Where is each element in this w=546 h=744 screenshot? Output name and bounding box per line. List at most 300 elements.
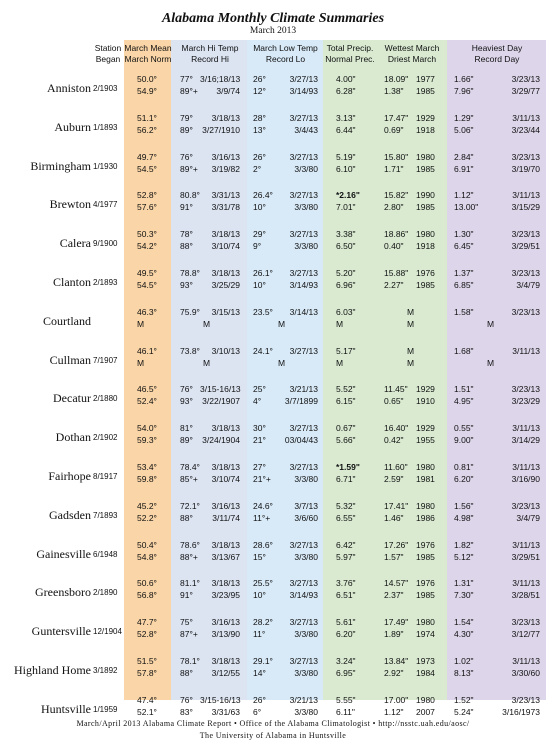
cell-heavy-date: 3/11/13 — [512, 578, 540, 589]
cell-rec-lo-date: 3/3/80 — [294, 241, 318, 252]
footer-line-1: March/April 2013 Alabama Climate Report • Office of the Alabama Climatologist • http://nsstc.uah.edu/aosc/ — [76, 719, 470, 728]
cell-rec-lo-date: 3/4/43 — [294, 124, 318, 135]
cell-rec-lo: 2° — [253, 163, 262, 174]
header-wettest: Wettest March Driest March — [384, 43, 440, 64]
cell-rec-hi-date: 3/9/74 — [216, 86, 240, 96]
cell-rec-lo-date: 3/3/80 — [294, 668, 318, 678]
cell-rec-hi: M — [203, 357, 211, 368]
cell-dry-yr: 1986 — [416, 512, 435, 523]
cell-lo: 25.5° — [253, 578, 273, 589]
cell-rec-lo: 13° — [253, 124, 266, 135]
cell-hi: 73.8° — [180, 345, 200, 356]
table-row — [0, 302, 546, 341]
cell-precip: 0.67" — [336, 423, 356, 434]
cell-rec-hi-date: 3/12/55 — [211, 668, 240, 678]
cell-dry-yr: 1955 — [416, 435, 435, 446]
cell-mean: 47.4° — [137, 694, 157, 705]
cell-wet: 15.80" — [384, 151, 409, 162]
cell-mean: 47.7° — [137, 617, 157, 628]
cell-hi-date: 3/16/13 — [211, 617, 240, 628]
station-name: Gadsden — [49, 507, 91, 522]
table-row — [0, 379, 546, 418]
cell-lo: 29° — [253, 229, 266, 240]
cell-mean: 54.0° — [137, 423, 157, 434]
cell-rec-hi: 89°+ — [180, 86, 198, 96]
cell-norm-prec: 5.66" — [336, 435, 356, 446]
cell-heavy: 1.37" — [454, 268, 474, 278]
cell-rec-hi-date: 3/10/74 — [211, 474, 240, 484]
cell-hi-date: 3/10/13 — [211, 345, 240, 356]
cell-hi: 78.8° — [180, 268, 200, 278]
cell-dry: 2.80" — [384, 202, 404, 213]
cell-lo-date: 3/27/13 — [289, 229, 318, 240]
cell-rec-day-date: 3/30/60 — [511, 668, 540, 678]
cell-rec-day: 4.30" — [454, 629, 474, 640]
cell-norm: 56.8° — [137, 590, 157, 601]
cell-norm-prec: 6.28" — [336, 86, 356, 96]
cell-heavy: 1.66" — [454, 74, 474, 84]
cell-wet-yr: 1980 — [416, 500, 435, 511]
cell-lo: 29.1° — [253, 656, 273, 666]
cell-heavy-date: 3/11/13 — [512, 112, 540, 123]
cell-precip: *2.16" — [336, 190, 360, 201]
cell-dry-yr: 1985 — [416, 202, 435, 213]
station-name: Dothan — [55, 430, 91, 445]
cell-wet: M — [407, 345, 415, 356]
header-low-temp: March Low Temp Record Lo — [253, 43, 318, 64]
station-name: Gainesville — [36, 546, 91, 561]
cell-hi-date: 3/18/13 — [211, 112, 240, 123]
cell-precip: 5.52" — [336, 384, 356, 395]
cell-hi: 76° — [180, 151, 193, 162]
cell-mean: 49.5° — [137, 268, 157, 278]
cell-dry-yr: 1981 — [416, 474, 435, 484]
cell-rec-hi-date: 3/25/29 — [211, 280, 240, 290]
cell-mean: 50.6° — [137, 578, 157, 589]
cell-lo: 30° — [253, 423, 266, 434]
cell-lo: 26° — [253, 74, 266, 84]
cell-heavy-date: 3/11/13 — [512, 190, 540, 201]
cell-rec-hi-date: 3/22/1907 — [202, 396, 240, 407]
cell-rec-hi-date: 3/31/78 — [211, 202, 240, 213]
cell-mean: 51.1° — [137, 112, 157, 123]
cell-lo-date: 3/21/13 — [289, 384, 318, 395]
cell-rec-day: 5.12" — [454, 551, 474, 562]
cell-hi: 80.8° — [180, 190, 200, 201]
cell-rec-lo-date: 3/14/93 — [289, 280, 318, 290]
cell-dry: 0.42" — [384, 435, 404, 446]
cell-wet-yr: 1990 — [416, 190, 435, 201]
cell-norm-prec: 6.95" — [336, 668, 356, 678]
cell-rec-hi: 91° — [180, 202, 193, 213]
cell-rec-hi-date: 3/11/74 — [212, 512, 240, 523]
cell-rec-lo-date: 3/6/60 — [294, 512, 318, 523]
cell-norm-prec: 6.15" — [336, 396, 356, 407]
cell-rec-hi-date: 3/13/67 — [211, 551, 240, 562]
station-began: 7/1907 — [93, 355, 118, 365]
cell-rec-lo: M — [278, 357, 286, 368]
station-began: 7/1893 — [93, 510, 118, 520]
cell-hi: 81.1° — [180, 578, 200, 589]
cell-hi-date: 3/18/13 — [211, 462, 240, 472]
cell-rec-day: 5.06" — [454, 124, 474, 135]
cell-rec-day: 4.98" — [454, 512, 474, 523]
cell-wet-yr: 1929 — [416, 384, 435, 395]
cell-wet: 18.86" — [384, 229, 409, 240]
cell-lo: 26.4° — [253, 190, 273, 201]
cell-norm: 56.2° — [137, 124, 157, 135]
station-name: Guntersville — [31, 624, 91, 639]
cell-precip: 3.13" — [336, 112, 356, 123]
cell-wet: 11.45" — [384, 384, 408, 395]
cell-lo-date: 3/27/13 — [289, 423, 318, 434]
cell-rec-day-date: 3/29/51 — [511, 241, 540, 252]
cell-wet-yr: 1929 — [416, 112, 435, 123]
station-name: Decatur — [53, 391, 91, 406]
cell-heavy-date: 3/23/13 — [511, 694, 540, 705]
cell-precip: *1.59" — [336, 462, 360, 472]
cell-heavy-date: 3/23/13 — [511, 229, 540, 240]
cell-wet-yr: 1976 — [416, 539, 435, 550]
cell-rec-hi: 88° — [180, 668, 193, 678]
cell-heavy-date: 3/11/13 — [512, 423, 540, 434]
cell-dry-yr: 1985 — [416, 590, 435, 601]
cell-dry: M — [407, 318, 415, 329]
cell-heavy: 1.58" — [454, 306, 474, 317]
cell-norm-prec: 6.71" — [336, 474, 356, 484]
cell-norm: 52.2° — [137, 512, 157, 523]
cell-rec-day-date: 3/19/70 — [511, 163, 540, 174]
cell-mean: 51.5° — [137, 656, 157, 666]
station-began: 1/1959 — [93, 704, 118, 714]
cell-heavy: 1.29" — [454, 112, 474, 123]
table-row — [0, 69, 546, 108]
cell-rec-day: 6.85" — [454, 280, 474, 290]
cell-dry: 2.92" — [384, 668, 404, 678]
cell-rec-hi: 93° — [180, 280, 193, 290]
cell-dry-yr: 1918 — [416, 241, 435, 252]
cell-mean: 49.7° — [137, 151, 157, 162]
cell-rec-lo-date: 3/3/80 — [294, 474, 318, 484]
cell-rec-lo: 14° — [253, 668, 266, 678]
cell-wet: 17.41" — [384, 500, 409, 511]
table-row — [0, 612, 546, 651]
cell-heavy-date: 3/23/13 — [511, 617, 540, 628]
cell-rec-day: 4.95" — [454, 396, 474, 407]
cell-rec-day-date: 3/28/51 — [511, 590, 540, 601]
cell-heavy: 0.55" — [454, 423, 474, 434]
cell-rec-hi-date: 3/23/95 — [211, 590, 240, 601]
cell-heavy-date: 3/23/13 — [511, 306, 540, 317]
station-began: 6/1948 — [93, 549, 118, 559]
cell-wet-yr: 1973 — [416, 656, 435, 666]
cell-precip: 6.03" — [336, 306, 356, 317]
cell-lo-date: 3/21/13 — [289, 694, 318, 705]
cell-wet-yr: 1976 — [416, 268, 435, 278]
cell-heavy-date: 3/23/13 — [511, 500, 540, 511]
station-name: Anniston — [46, 81, 91, 95]
cell-dry: 1.89" — [384, 629, 404, 640]
cell-rec-day-date: 3/12/77 — [511, 629, 540, 640]
cell-hi-date: 3/18/13 — [211, 268, 240, 278]
cell-rec-hi: 89° — [180, 124, 193, 135]
cell-heavy-date: 3/23/13 — [511, 268, 540, 278]
cell-hi-date: 3/16;18/13 — [200, 74, 241, 84]
cell-lo-date: 3/27/13 — [289, 151, 318, 162]
cell-hi-date: 3/15-16/13 — [200, 384, 241, 395]
header-station-began: Station Began — [94, 43, 122, 64]
cell-hi: 76° — [180, 384, 193, 395]
cell-wet: 15.88" — [384, 268, 409, 278]
cell-norm: 57.6° — [137, 202, 157, 213]
cell-heavy-date: 3/11/13 — [512, 539, 540, 550]
cell-rec-lo: 21° — [253, 435, 266, 446]
cell-hi: 76° — [180, 694, 193, 705]
cell-norm: 57.8° — [137, 668, 157, 678]
cell-lo: 23.5° — [253, 306, 273, 317]
station-began: 9/1900 — [93, 239, 118, 249]
cell-norm-prec: 6.55" — [336, 512, 356, 523]
cell-wet: 17.00" — [384, 694, 409, 705]
cell-wet-yr: 1977 — [416, 74, 435, 84]
cell-hi: 81° — [180, 423, 193, 434]
cell-rec-hi: 85°+ — [180, 474, 198, 484]
cell-rec-lo: 10° — [253, 280, 266, 290]
cell-rec-lo-date: 3/3/80 — [294, 706, 318, 717]
cell-norm: M — [137, 357, 145, 368]
cell-norm: 54.5° — [137, 163, 157, 174]
header-mean-norm: March Mean March Norm — [124, 43, 172, 64]
table-row — [0, 341, 546, 380]
cell-norm: 54.2° — [137, 241, 157, 252]
cell-rec-day-date: 3/16/90 — [511, 474, 540, 484]
cell-dry-yr: 1985 — [416, 86, 435, 96]
cell-lo-date: 3/14/13 — [289, 306, 318, 317]
table-row — [0, 573, 546, 612]
station-began: 2/1903 — [93, 84, 118, 93]
table-row — [0, 651, 546, 690]
cell-hi-date: 3/31/13 — [211, 190, 240, 201]
cell-rec-day: M — [487, 357, 495, 368]
cell-precip: 5.32" — [336, 500, 356, 511]
cell-norm: 54.5° — [137, 280, 157, 290]
cell-dry: 1.38" — [384, 86, 404, 96]
cell-rec-lo-date: 3/14/93 — [289, 86, 318, 96]
cell-rec-hi-date: 3/27/1910 — [202, 124, 240, 135]
cell-rec-lo-date: 3/3/80 — [294, 202, 318, 213]
cell-rec-lo: 11° — [253, 629, 266, 640]
cell-lo-date: 3/27/13 — [289, 268, 318, 278]
station-name: Greensboro — [35, 585, 91, 600]
cell-rec-day: 7.96" — [454, 86, 474, 96]
cell-rec-lo: 9° — [253, 241, 262, 252]
cell-wet: 16.40" — [384, 423, 409, 434]
page-subtitle: March 2013 — [249, 26, 297, 36]
cell-rec-lo-date: 3/14/93 — [289, 590, 318, 601]
cell-hi-date: 3/15/13 — [211, 306, 240, 317]
cell-rec-hi-date: 3/13/90 — [211, 629, 240, 640]
cell-rec-day: 5.24" — [454, 706, 474, 717]
cell-norm: 54.8° — [137, 551, 157, 562]
cell-norm-prec: 6.20" — [336, 629, 356, 640]
cell-rec-day: 6.20" — [454, 474, 474, 484]
cell-dry: 2.27" — [384, 280, 404, 290]
cell-rec-hi: 91° — [180, 590, 193, 601]
cell-dry: 0.40" — [384, 241, 404, 252]
station-name: Cullman — [49, 352, 91, 367]
station-name: Highland Home — [14, 663, 91, 677]
table-row — [0, 535, 546, 574]
cell-heavy: 1.82" — [454, 539, 474, 550]
cell-wet-yr: 1976 — [416, 578, 435, 589]
station-began: 2/1902 — [93, 433, 118, 443]
cell-heavy: 1.12" — [454, 190, 474, 201]
cell-precip: 6.42" — [336, 539, 356, 550]
cell-norm-prec: 5.97" — [336, 551, 356, 562]
cell-wet-yr: 1980 — [416, 151, 435, 162]
cell-wet: 15.82" — [384, 190, 409, 201]
cell-rec-hi: 89° — [180, 435, 193, 446]
table-row — [0, 418, 546, 457]
cell-rec-lo: 12° — [253, 86, 266, 96]
cell-dry: 1.46" — [384, 512, 404, 523]
cell-lo-date: 3/27/13 — [289, 617, 318, 628]
cell-rec-day: 9.00" — [454, 435, 474, 446]
cell-rec-lo: 4° — [253, 396, 262, 407]
cell-dry-yr: 1985 — [416, 163, 435, 174]
cell-norm-prec: M — [336, 318, 344, 329]
cell-hi-date: 3/15-16/13 — [200, 694, 241, 705]
cell-rec-lo-date: 3/3/80 — [294, 629, 318, 640]
cell-hi: 78.4° — [180, 462, 200, 472]
station-began: 1/1930 — [93, 161, 118, 171]
station-name: Birmingham — [30, 158, 91, 173]
cell-lo-date: 3/27/13 — [289, 190, 318, 201]
table-row — [0, 224, 546, 263]
cell-lo-date: 3/27/13 — [289, 656, 318, 666]
cell-mean: 50.4° — [137, 539, 157, 550]
cell-hi: 72.1° — [180, 500, 200, 511]
cell-rec-hi: 88°+ — [180, 551, 198, 562]
cell-wet: 17.49" — [384, 617, 409, 628]
cell-wet-yr: 1980 — [416, 462, 435, 472]
cell-norm: 54.9° — [137, 86, 157, 96]
cell-dry-yr: 1985 — [416, 280, 435, 290]
cell-precip: 4.00" — [336, 74, 356, 84]
header-hi-temp: March Hi Temp Record Hi — [181, 43, 239, 64]
cell-rec-day-date: 3/23/44 — [511, 124, 540, 135]
cell-rec-day: 13.00" — [454, 202, 479, 213]
cell-rec-hi-date: 3/31/63 — [211, 706, 240, 717]
cell-rec-hi-date: 3/10/74 — [211, 241, 240, 252]
cell-heavy: 0.81" — [454, 462, 474, 472]
cell-rec-lo-date: 3/3/80 — [294, 551, 318, 562]
station-began: 2/1893 — [93, 278, 118, 287]
station-name: Fairhope — [48, 469, 91, 483]
cell-rec-day-date: 3/15/29 — [511, 202, 540, 213]
cell-dry: 2.59" — [384, 474, 404, 484]
table-row — [0, 108, 546, 147]
station-name: Huntsville — [41, 701, 91, 716]
station-name: Calera — [59, 236, 91, 251]
cell-norm-prec: 6.50" — [336, 241, 356, 252]
table-row — [0, 147, 546, 186]
cell-heavy: 1.51" — [454, 384, 474, 395]
cell-mean: 53.4° — [137, 462, 157, 472]
cell-lo: 28.6° — [253, 539, 273, 550]
cell-hi: 79° — [180, 112, 193, 123]
cell-heavy: 1.30" — [454, 229, 474, 240]
cell-mean: 52.8° — [137, 190, 157, 201]
cell-lo-date: 3/27/13 — [289, 578, 318, 589]
station-began: 8/1917 — [93, 472, 118, 481]
cell-lo-date: 3/27/13 — [289, 345, 318, 356]
cell-rec-hi: 87°+ — [180, 629, 198, 640]
cell-rec-lo: 6° — [253, 706, 262, 717]
cell-hi-date: 3/18/13 — [211, 229, 240, 240]
cell-rec-day: 6.91" — [454, 163, 474, 174]
cell-mean: 50.3° — [137, 229, 157, 240]
cell-heavy: 1.54" — [454, 617, 474, 628]
cell-rec-lo: M — [278, 318, 286, 329]
cell-norm: 52.1° — [137, 706, 157, 717]
cell-wet-yr: 1929 — [416, 423, 435, 434]
cell-mean: 50.0° — [137, 74, 157, 84]
cell-rec-lo: 21°+ — [253, 474, 271, 484]
cell-dry: 0.69" — [384, 124, 404, 135]
cell-heavy: 1.31" — [454, 578, 474, 589]
cell-rec-day: 8.13" — [454, 668, 474, 678]
cell-rec-day: M — [487, 318, 495, 329]
cell-rec-day: 6.45" — [454, 241, 474, 252]
cell-dry-yr: 1918 — [416, 124, 435, 135]
footer-line-2: The University of Alabama in Huntsville — [199, 731, 347, 740]
station-name: Clanton — [53, 275, 91, 289]
cell-precip: 3.24" — [336, 656, 356, 666]
cell-rec-day-date: 3/4/79 — [516, 280, 540, 290]
cell-dry: M — [407, 357, 415, 368]
cell-precip: 5.17" — [336, 345, 356, 356]
cell-lo: 26° — [253, 694, 266, 705]
cell-mean: 45.2° — [137, 500, 157, 511]
cell-lo-date: 3/27/13 — [289, 112, 318, 123]
cell-wet: 11.60" — [384, 462, 408, 472]
cell-heavy-date: 3/23/13 — [511, 151, 540, 162]
cell-rec-day-date: 3/29/77 — [511, 86, 540, 96]
cell-hi-date: 3/18/13 — [211, 656, 240, 666]
cell-rec-lo-date: 3/3/80 — [294, 163, 318, 174]
cell-heavy: 1.68" — [454, 345, 474, 356]
cell-rec-lo: 15° — [253, 551, 266, 562]
header-precip: Total Precip. Normal Prec. — [325, 43, 375, 64]
cell-norm-prec: 6.44" — [336, 124, 356, 135]
cell-lo-date: 3/27/13 — [289, 462, 318, 472]
cell-hi: 78° — [180, 229, 193, 240]
cell-wet-yr: 1980 — [416, 694, 435, 705]
cell-wet: 13.84" — [384, 656, 409, 666]
cell-lo-date: 3/27/13 — [289, 74, 318, 84]
cell-dry-yr: 1985 — [416, 551, 435, 562]
cell-norm-prec: M — [336, 357, 344, 368]
cell-rec-day-date: 3/16/1973 — [502, 706, 540, 717]
cell-rec-lo-date: 03/04/43 — [284, 435, 318, 446]
cell-norm-prec: 6.10" — [336, 163, 356, 174]
cell-hi: 78.6° — [180, 539, 200, 550]
cell-norm: 59.3° — [137, 435, 157, 446]
cell-rec-hi: 83° — [180, 706, 193, 717]
cell-mean: 46.3° — [137, 306, 157, 317]
cell-wet: 14.57" — [384, 578, 409, 589]
